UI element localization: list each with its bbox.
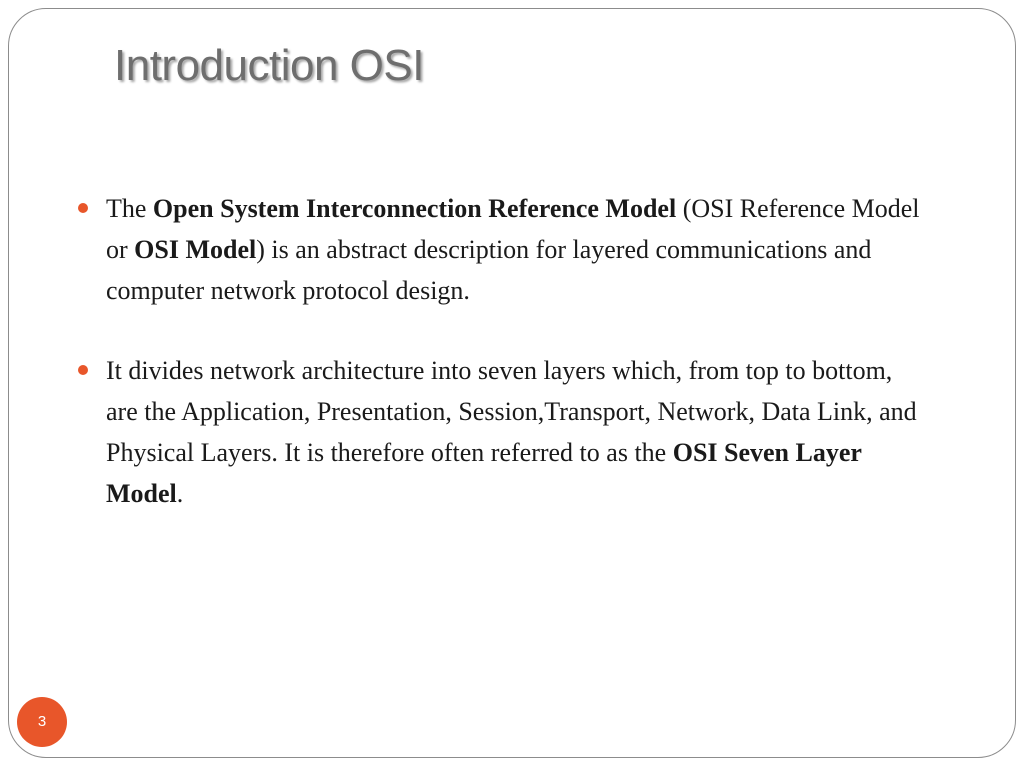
slide-body (78, 188, 928, 553)
bullet-item (78, 188, 928, 311)
bullet-dot-icon (78, 365, 88, 375)
text-run-bold: Open System Interconnection Reference Model (152, 194, 677, 223)
slide-title: Introduction OSI (114, 41, 424, 90)
bullet-item (78, 350, 928, 514)
text-run: . (176, 479, 184, 508)
text-run: The (106, 194, 153, 223)
text-run-bold: OSI Seven Layer Model (106, 438, 862, 508)
text-run: It divides network architecture into seven layers which, from top to bottom, are the Application, Presentation, Session,Transport, Network, Data Link, and Physical Layers. It is therefore often referred to as the (106, 356, 917, 467)
bullet-text (106, 194, 920, 305)
bullet-text (106, 356, 917, 508)
text-run-bold: OSI Model (134, 235, 257, 264)
bullet-dot-icon (78, 203, 88, 213)
page-number-badge: 3 (17, 697, 67, 747)
text-run: ) is an abstract description for layered communications and computer network protocol design. (106, 235, 872, 305)
text-run: (OSI Reference Model or (106, 194, 920, 264)
